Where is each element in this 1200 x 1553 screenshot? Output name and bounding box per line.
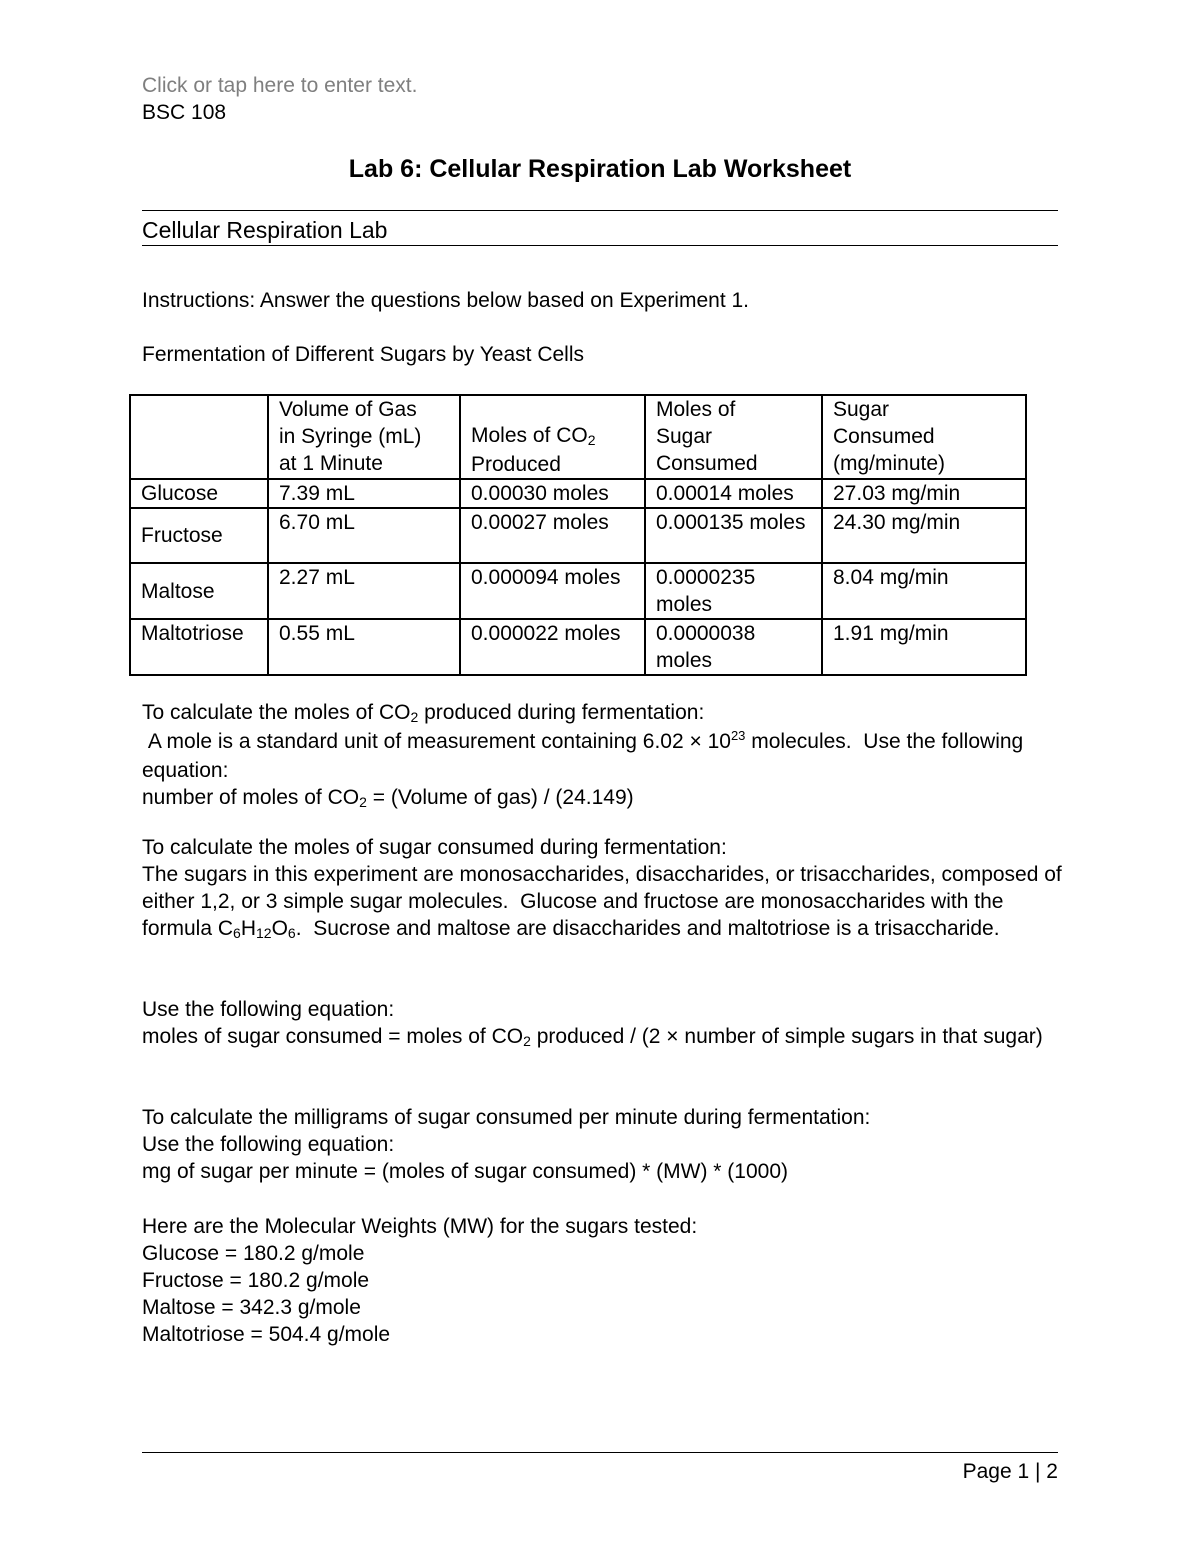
header-text: Produced [471,453,561,476]
equation-intro: Use the following equation: [142,998,395,1021]
fermentation-table [129,394,1027,676]
subscript: 2 [523,1033,531,1049]
co2-equation [142,784,1062,813]
row-label: Maltotriose [130,619,268,675]
table-row [130,508,1026,563]
header-text: Moles of [656,398,736,421]
sugar-body [142,861,1068,944]
superscript: 23 [730,728,746,743]
text-run: molecules. Use the following equation: [142,730,1030,782]
mw-heading: Here are the Molecular Weights (MW) for the sugars tested: [142,1215,698,1238]
text-run: A mole is a standard unit of measurement containing 6.02 × 10 [142,730,731,753]
sugar-heading: To calculate the moles of sugar consumed during fermentation: [142,836,727,859]
mg-section [142,1104,1062,1185]
table-cell: 7.39 mL [268,479,460,508]
sugar-equation-section [142,996,1062,1052]
table-cell: 24.30 mg/min [822,508,1026,563]
subscript: 12 [256,925,272,941]
header-text: at 1 Minute [279,452,383,475]
table-cell: 2.27 mL [268,563,460,619]
row-label: Fructose [130,508,268,563]
header-text: Volume of Gas [279,398,417,421]
co2-heading [142,699,1062,728]
text-run: produced during fermentation: [418,701,705,724]
subscript: 2 [359,794,367,810]
list-item: Glucose = 180.2 g/mole [142,1242,365,1265]
text-run: moles of sugar consumed = moles of CO [142,1025,524,1048]
mole-definition [142,728,1062,784]
co2-section [142,699,1062,813]
page-number: Page 1 | 2 [962,1460,1058,1483]
list-item: Maltose = 342.3 g/mole [142,1296,361,1319]
table-cell: 27.03 mg/min [822,479,1026,508]
table-cell: 0.0000038 moles [645,619,822,675]
table-cell: 0.00014 moles [645,479,822,508]
header-text: Consumed [833,425,935,448]
sugar-section [142,834,1068,944]
header-cell-co2 [460,395,645,479]
header-text: Sugar [656,425,713,448]
table-cell: 0.0000235 moles [645,563,822,619]
section-rule-top [142,210,1058,211]
row-label: Maltose [130,563,268,619]
mg-heading: To calculate the milligrams of sugar consumed per minute during fermentation: [142,1106,871,1129]
table-row [130,619,1026,675]
subscript: 2 [410,709,419,725]
table-cell: 0.000022 moles [460,619,645,675]
instructions: Instructions: Answer the questions below based on Experiment 1. [142,289,750,312]
sugar-equation [142,1023,1062,1052]
text-run: number of moles of CO [142,786,360,809]
section-title: Cellular Respiration Lab [142,217,388,243]
header-text [471,422,638,451]
text-run: = (Volume of gas) / (24.149) [366,786,634,809]
table-cell: 8.04 mg/min [822,563,1026,619]
subscript: 6 [287,925,296,941]
header-text: (mg/minute) [833,452,946,475]
table-cell: 0.000135 moles [645,508,822,563]
text-run: O [271,917,288,940]
page-title: Lab 6: Cellular Respiration Lab Worksheet [348,155,852,183]
row-label: Glucose [130,479,268,508]
table-cell: 0.55 mL [268,619,460,675]
table-cell: 0.00030 moles [460,479,645,508]
table-cell: 0.00027 moles [460,508,645,563]
table-row [130,563,1026,619]
list-item: Fructose = 180.2 g/mole [142,1269,370,1292]
table-cell: 0.000094 moles [460,563,645,619]
list-item: Maltotriose = 504.4 g/mole [142,1323,391,1346]
header-cell-volume [268,395,460,479]
text-run: . Sucrose and maltose are disaccharides and maltotriose is a trisaccharide. [295,917,1000,940]
header-text: Consumed [656,452,758,475]
header-cell-empty [130,395,268,479]
header-cell-sugar-mg [822,395,1026,479]
table-cell: 6.70 mL [268,508,460,563]
text-run: produced / (2 × number of simple sugars in that sugar) [530,1025,1043,1048]
table-row [130,479,1026,508]
text-run: H [240,917,256,940]
subscript: 6 [233,925,241,941]
table-cell: 1.91 mg/min [822,619,1026,675]
subscript: 2 [587,432,596,448]
footer-rule [142,1452,1058,1453]
course-code: BSC 108 [142,101,227,124]
mw-section [142,1213,1062,1348]
header-text: in Syringe (mL) [279,425,422,448]
text-run: The sugars in this experiment are monosaccharides, disaccharides, or trisaccharides, composed of either 1,2, or 3 simple sugar molecules. Glucose and fructose are monosaccharides with the formula C [142,863,1068,940]
header-text: Sugar [833,398,890,421]
mg-equation: mg of sugar per minute = (moles of sugar consumed) * (MW) * (1000) [142,1160,788,1183]
header-text: Moles of CO [471,424,588,447]
section-rule-bottom [142,245,1058,246]
header-text-placeholder[interactable]: Click or tap here to enter text. [142,74,418,97]
header-cell-moles-sugar [645,395,822,479]
table-caption: Fermentation of Different Sugars by Yeast Cells [142,343,585,366]
text-run: To calculate the moles of CO [142,701,411,724]
equation-intro: Use the following equation: [142,1133,395,1156]
table-header-row [130,395,1026,479]
